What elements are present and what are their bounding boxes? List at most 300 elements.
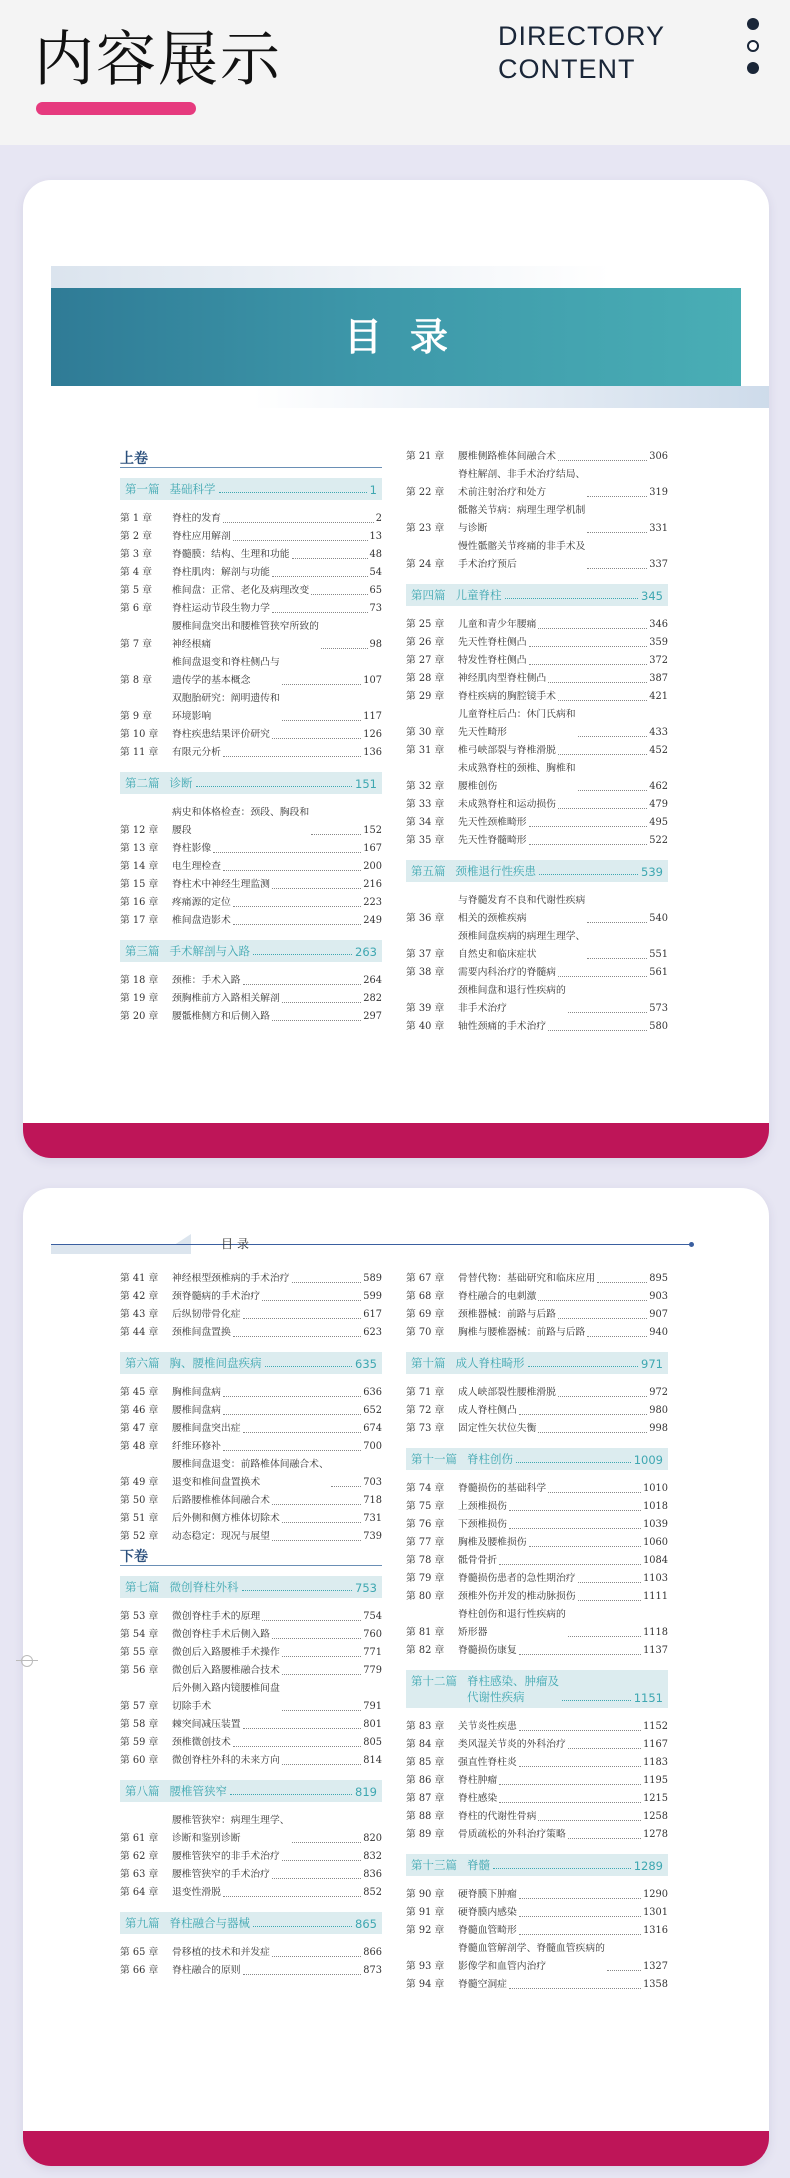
part-title: 腰椎管狭窄 — [169, 1784, 227, 1798]
chapter-entry[interactable] — [406, 1886, 668, 1904]
chapter-entry[interactable] — [406, 1480, 668, 1498]
chapter-title: 腰椎侧路椎体间融合术 — [458, 451, 556, 462]
chapter-number: 第 62 章 — [120, 1851, 159, 1862]
chapter-entry[interactable] — [120, 654, 382, 690]
chapter-title: 微创脊柱手术的原理 — [172, 1611, 261, 1622]
chapter-page: 48 — [369, 549, 382, 560]
dot-leader — [233, 916, 362, 925]
chapter-entry[interactable] — [120, 1270, 382, 1288]
chapter-number: 第 51 章 — [120, 1513, 159, 1524]
chapter-number: 第 38 章 — [406, 967, 445, 978]
chapter-title: 骶髂关节病：病理生理学机制 与诊断 — [458, 505, 586, 534]
toc-header-text: 目录 — [221, 1237, 254, 1251]
dot-leader — [519, 1926, 641, 1935]
chapter-number: 第 93 章 — [406, 1961, 445, 1972]
chapter-page: 836 — [363, 1869, 382, 1880]
chapter-entry[interactable] — [120, 1288, 382, 1306]
chapter-number: 第 6 章 — [120, 603, 153, 614]
part-number: 第九篇 — [125, 1916, 160, 1930]
part-title: 诊断 — [169, 776, 193, 790]
chapter-entry[interactable] — [120, 1528, 382, 1546]
part-title: 胸、腰椎间盘疾病 — [169, 1356, 262, 1370]
chapter-entry[interactable] — [120, 618, 382, 654]
chapter-number: 第 9 章 — [120, 711, 153, 722]
chapter-page: 346 — [649, 619, 668, 630]
dot-leader — [519, 1722, 641, 1731]
chapter-entry[interactable] — [120, 1306, 382, 1324]
chapter-entry[interactable] — [120, 1884, 382, 1902]
chapter-entry[interactable] — [406, 1772, 668, 1790]
chapter-entry[interactable] — [406, 964, 668, 982]
chapter-title: 脊柱肿瘤 — [458, 1775, 498, 1786]
dot-leader — [243, 1966, 362, 1975]
chapter-page: 359 — [649, 637, 668, 648]
chapter-entry[interactable] — [406, 1306, 668, 1324]
chapter-page: 1084 — [643, 1555, 668, 1566]
chapter-entry[interactable] — [406, 982, 668, 1018]
toc-banner — [51, 288, 741, 386]
chapter-number: 第 94 章 — [406, 1979, 445, 1990]
chapter-title: 脊柱肌肉：解剖与功能 — [172, 567, 270, 578]
toc-column-left — [120, 1270, 382, 1980]
dot-leader — [272, 1532, 361, 1541]
part-title: 颈椎退行性疾患 — [455, 864, 536, 878]
chapter-number: 第 8 章 — [120, 675, 153, 686]
part-heading[interactable] — [406, 1854, 668, 1876]
chapter-page: 972 — [649, 1387, 668, 1398]
dot-leader — [262, 1292, 361, 1301]
chapter-number: 第 87 章 — [406, 1793, 445, 1804]
chapter-entry[interactable] — [406, 1270, 668, 1288]
dot-leader — [519, 1890, 641, 1899]
dot-leader — [509, 1502, 641, 1511]
chapter-page: 820 — [363, 1833, 382, 1844]
chapter-entry[interactable] — [406, 1642, 668, 1660]
chapter-number: 第 90 章 — [406, 1889, 445, 1900]
chapter-page: 65 — [369, 585, 382, 596]
chapter-entry[interactable] — [406, 634, 668, 652]
chapter-entry[interactable] — [406, 1940, 668, 1976]
chapter-entry[interactable] — [120, 1324, 382, 1342]
chapter-title: 腰骶椎侧方和后侧入路 — [172, 1011, 270, 1022]
chapter-entry[interactable] — [406, 1534, 668, 1552]
chapter-entry[interactable] — [406, 1922, 668, 1940]
chapter-entry[interactable] — [120, 582, 382, 600]
chapter-entry[interactable] — [406, 892, 668, 928]
part-number: 第三篇 — [125, 944, 160, 958]
chapter-number: 第 3 章 — [120, 549, 153, 560]
chapter-title: 微创后入路腰椎手术操作 — [172, 1647, 280, 1658]
chapter-page: 1258 — [643, 1811, 668, 1822]
part-number: 第十二篇 — [411, 1674, 457, 1688]
chapter-number: 第 10 章 — [120, 729, 159, 740]
chapter-page: 2 — [375, 513, 382, 524]
chapter-entry[interactable] — [406, 814, 668, 832]
chapter-number: 第 11 章 — [120, 747, 159, 758]
chapter-entry[interactable] — [120, 1662, 382, 1680]
chapter-entry[interactable] — [406, 1606, 668, 1642]
chapter-entry[interactable] — [120, 858, 382, 876]
toc-column-left — [120, 448, 382, 1026]
chapter-number: 第 25 章 — [406, 619, 445, 630]
chapter-entry[interactable] — [120, 804, 382, 840]
chapter-page: 623 — [363, 1327, 382, 1338]
chapter-number: 第 58 章 — [120, 1719, 159, 1730]
chapter-entry[interactable] — [406, 1736, 668, 1754]
part-heading[interactable] — [120, 940, 382, 962]
chapter-page: 216 — [363, 879, 382, 890]
dot-leader — [607, 1962, 641, 1971]
chapter-entry[interactable] — [120, 1866, 382, 1884]
chapter-entry[interactable] — [406, 1384, 668, 1402]
part-heading[interactable] — [406, 1670, 668, 1708]
chapter-title: 腰椎间盘病 — [172, 1405, 221, 1416]
chapter-title: 脊髓损伤的基础科学 — [458, 1483, 547, 1494]
dot-leader — [223, 1406, 361, 1415]
chapter-title: 先天性脊髓畸形 — [458, 835, 527, 846]
chapter-page: 739 — [363, 1531, 382, 1542]
header-strip-line — [51, 1244, 691, 1245]
chapter-entry[interactable] — [120, 1848, 382, 1866]
chapter-page: 1278 — [643, 1829, 668, 1840]
part-title: 手术解剖与入路 — [169, 944, 250, 958]
chapter-entry[interactable] — [120, 1644, 382, 1662]
dot-leader — [282, 1702, 362, 1711]
chapter-entry[interactable] — [120, 972, 382, 990]
chapter-entry[interactable] — [120, 990, 382, 1008]
chapter-entry[interactable] — [120, 1716, 382, 1734]
chapter-number: 第 40 章 — [406, 1021, 445, 1032]
page-title: 内容展示 — [34, 25, 282, 95]
dot-leader — [529, 818, 648, 827]
chapter-number: 第 83 章 — [406, 1721, 445, 1732]
chapter-entry[interactable] — [120, 546, 382, 564]
chapter-title: 脊柱的发育 — [172, 513, 221, 524]
dot-leader — [578, 782, 648, 791]
chapter-entry[interactable] — [120, 1608, 382, 1626]
chapter-number: 第 43 章 — [120, 1309, 159, 1320]
chapter-title: 颈脊髓病的手术治疗 — [172, 1291, 261, 1302]
chapter-number: 第 12 章 — [120, 825, 159, 836]
chapter-entry[interactable] — [406, 760, 668, 796]
chapter-page: 873 — [363, 1965, 382, 1976]
chapter-number: 第 74 章 — [406, 1483, 445, 1494]
dot-hollow-icon — [747, 40, 759, 52]
dot-leader — [223, 862, 361, 871]
chapter-page: 895 — [649, 1273, 668, 1284]
chapter-entry[interactable] — [120, 912, 382, 930]
dot-leader — [529, 638, 648, 647]
chapter-entry[interactable] — [120, 1812, 382, 1848]
chapter-number: 第 75 章 — [406, 1501, 445, 1512]
chapter-title: 腰椎间盘突出和腰椎管狭窄所致的 神经根痛 — [172, 621, 319, 650]
chapter-entry[interactable] — [120, 1456, 382, 1492]
chapter-entry[interactable] — [120, 1680, 382, 1716]
chapter-number: 第 73 章 — [406, 1423, 445, 1434]
part-heading[interactable] — [406, 860, 668, 882]
chapter-entry[interactable] — [406, 616, 668, 634]
chapter-entry[interactable] — [406, 1552, 668, 1570]
part-page: 1151 — [633, 1691, 663, 1705]
chapter-entry[interactable] — [406, 448, 668, 466]
chapter-title: 疼痛源的定位 — [172, 897, 231, 908]
chapter-number: 第 14 章 — [120, 861, 159, 872]
subtitle-line-1: DIRECTORY — [498, 21, 666, 51]
part-heading[interactable] — [120, 478, 382, 500]
chapter-entry[interactable] — [406, 1790, 668, 1808]
chapter-entry[interactable] — [120, 510, 382, 528]
chapter-number: 第 63 章 — [120, 1869, 159, 1880]
chapter-entry[interactable] — [406, 1718, 668, 1736]
chapter-entry[interactable] — [120, 600, 382, 618]
chapter-page: 731 — [363, 1513, 382, 1524]
chapter-number: 第 21 章 — [406, 451, 445, 462]
part-title: 微创脊柱外科 — [169, 1580, 239, 1594]
part-heading[interactable] — [120, 1912, 382, 1934]
dot-leader — [578, 728, 648, 737]
chapter-number: 第 35 章 — [406, 835, 445, 846]
dot-leader — [558, 1388, 647, 1397]
chapter-entry[interactable] — [406, 1570, 668, 1588]
chapter-title: 脊柱融合的原则 — [172, 1965, 241, 1976]
chapter-entry[interactable] — [406, 670, 668, 688]
chapter-title: 有限元分析 — [172, 747, 221, 758]
chapter-title: 腰椎管狭窄：病理生理学、 诊断和鉴别诊断 — [172, 1815, 290, 1844]
dot-leader — [331, 1478, 362, 1487]
dot-leader — [529, 656, 648, 665]
chapter-entry[interactable] — [120, 1492, 382, 1510]
chapter-entry[interactable] — [406, 1018, 668, 1036]
chapter-page: 760 — [363, 1629, 382, 1640]
dot-leader — [272, 1870, 361, 1879]
chapter-page: 866 — [363, 1947, 382, 1958]
toc-column-right — [406, 1270, 668, 1994]
chapter-title: 颈椎外伤并发的椎动脉损伤 — [458, 1591, 576, 1602]
dot-leader — [499, 1776, 641, 1785]
chapter-entry[interactable] — [406, 706, 668, 742]
chapter-title: 关节炎性疾患 — [458, 1721, 517, 1732]
chapter-title: 脊柱疾患结果评价研究 — [172, 729, 270, 740]
chapter-number: 第 79 章 — [406, 1573, 445, 1584]
card-bottom-bar — [23, 2131, 769, 2166]
chapter-entry[interactable] — [406, 688, 668, 706]
dot-leader — [499, 1556, 641, 1565]
chapter-entry[interactable] — [406, 1976, 668, 1994]
chapter-page: 54 — [369, 567, 382, 578]
chapter-entry[interactable] — [120, 690, 382, 726]
dot-leader — [230, 1786, 352, 1795]
chapter-entry[interactable] — [406, 1288, 668, 1306]
chapter-entry[interactable] — [120, 528, 382, 546]
chapter-title: 椎弓峡部裂与脊椎滑脱 — [458, 745, 556, 756]
chapter-entry[interactable] — [406, 928, 668, 964]
chapter-page: 1301 — [643, 1907, 668, 1918]
part-heading[interactable] — [120, 1576, 382, 1598]
chapter-entry[interactable] — [406, 502, 668, 538]
chapter-title: 颈椎器械：前路与后路 — [458, 1309, 556, 1320]
chapter-page: 832 — [363, 1851, 382, 1862]
chapter-entry[interactable] — [406, 538, 668, 574]
chapter-number: 第 53 章 — [120, 1611, 159, 1622]
chapter-title: 固定性矢状位失衡 — [458, 1423, 537, 1434]
dot-leader — [568, 1740, 641, 1749]
chapter-title: 颈椎间盘和退行性疾病的 非手术治疗 — [458, 985, 566, 1014]
dot-leader — [321, 640, 368, 649]
chapter-entry[interactable] — [120, 1734, 382, 1752]
chapter-entry[interactable] — [406, 1420, 668, 1438]
chapter-number: 第 78 章 — [406, 1555, 445, 1566]
chapter-entry[interactable] — [120, 1420, 382, 1438]
dot-leader — [499, 1794, 641, 1803]
chapter-title: 骨质疏松的外科治疗策略 — [458, 1829, 566, 1840]
part-title: 成人脊柱畸形 — [455, 1356, 525, 1370]
chapter-title: 神经根型颈椎病的手术治疗 — [172, 1273, 290, 1284]
part-page: 345 — [641, 589, 663, 603]
chapter-entry[interactable] — [120, 894, 382, 912]
chapter-entry[interactable] — [406, 1826, 668, 1844]
chapter-page: 636 — [363, 1387, 382, 1398]
chapter-entry[interactable] — [406, 1754, 668, 1772]
dot-leader — [272, 730, 361, 739]
chapter-entry[interactable] — [406, 1516, 668, 1534]
part-heading[interactable] — [120, 772, 382, 794]
toc-card-2 — [23, 1188, 769, 2166]
chapter-number: 第 22 章 — [406, 487, 445, 498]
chapter-entry[interactable] — [120, 726, 382, 744]
chapter-page: 814 — [363, 1755, 382, 1766]
chapter-page: 771 — [363, 1647, 382, 1658]
chapter-number: 第 2 章 — [120, 531, 153, 542]
chapter-entry[interactable] — [120, 876, 382, 894]
chapter-title: 下颈椎损伤 — [458, 1519, 507, 1530]
chapter-entry[interactable] — [120, 1626, 382, 1644]
part-heading[interactable] — [406, 584, 668, 606]
dot-leader — [292, 1834, 362, 1843]
chapter-number: 第 50 章 — [120, 1495, 159, 1506]
chapter-title: 上颈椎损伤 — [458, 1501, 507, 1512]
part-heading[interactable] — [406, 1448, 668, 1470]
chapter-page: 674 — [363, 1423, 382, 1434]
chapter-title: 椎间盘造影术 — [172, 915, 231, 926]
card-bottom-bar — [23, 1123, 769, 1158]
chapter-entry[interactable] — [120, 1510, 382, 1528]
chapter-title: 退变性滑脱 — [172, 1887, 221, 1898]
chapter-entry[interactable] — [406, 1498, 668, 1516]
chapter-entry[interactable] — [406, 1402, 668, 1420]
chapter-page: 1039 — [643, 1519, 668, 1530]
chapter-title: 脊髓损伤患者的急性期治疗 — [458, 1573, 576, 1584]
chapter-entry[interactable] — [120, 1944, 382, 1962]
chapter-number: 第 24 章 — [406, 559, 445, 570]
crosshair-icon — [16, 1650, 38, 1672]
chapter-number: 第 44 章 — [120, 1327, 159, 1338]
chapter-title: 类风湿关节炎的外科治疗 — [458, 1739, 566, 1750]
chapter-page: 540 — [649, 913, 668, 924]
dot-leader — [505, 590, 639, 599]
chapter-entry[interactable] — [120, 1402, 382, 1420]
chapter-entry[interactable] — [120, 1752, 382, 1770]
chapter-title: 颈椎间盘置换 — [172, 1327, 231, 1338]
chapter-page: 1152 — [643, 1721, 668, 1732]
chapter-entry[interactable] — [406, 652, 668, 670]
dot-leader — [519, 1908, 641, 1917]
chapter-title: 强直性脊柱炎 — [458, 1757, 517, 1768]
chapter-entry[interactable] — [406, 1324, 668, 1342]
dot-leader — [558, 800, 647, 809]
chapter-entry[interactable] — [406, 1904, 668, 1922]
chapter-number: 第 15 章 — [120, 879, 159, 890]
chapter-number: 第 26 章 — [406, 637, 445, 648]
chapter-title: 腰椎管狭窄的手术治疗 — [172, 1869, 270, 1880]
dot-leader — [529, 1538, 641, 1547]
chapter-entry[interactable] — [120, 1438, 382, 1456]
chapter-entry[interactable] — [406, 742, 668, 760]
chapter-entry[interactable] — [120, 840, 382, 858]
dot-leader — [568, 1830, 641, 1839]
chapter-number: 第 76 章 — [406, 1519, 445, 1530]
chapter-entry[interactable] — [406, 796, 668, 814]
chapter-number: 第 48 章 — [120, 1441, 159, 1452]
chapter-entry[interactable] — [120, 1962, 382, 1980]
chapter-entry[interactable] — [406, 1808, 668, 1826]
part-number: 第二篇 — [125, 776, 160, 790]
part-heading[interactable] — [406, 1352, 668, 1374]
dot-leader — [587, 950, 647, 959]
dot-leader — [568, 1628, 641, 1637]
chapter-title: 轴性颈痛的手术治疗 — [458, 1021, 547, 1032]
dot-leader — [587, 560, 647, 569]
chapter-entry[interactable] — [120, 564, 382, 582]
chapter-page: 282 — [363, 993, 382, 1004]
chapter-title: 脊柱创伤和退行性疾病的 矫形器 — [458, 1609, 566, 1638]
dot-leader — [223, 748, 361, 757]
chapter-number: 第 80 章 — [406, 1591, 445, 1602]
dot-leader — [243, 1720, 362, 1729]
chapter-number: 第 66 章 — [120, 1965, 159, 1976]
more-menu-icon[interactable] — [745, 18, 761, 84]
chapter-page: 452 — [649, 745, 668, 756]
dot-leader — [213, 844, 361, 853]
chapter-number: 第 47 章 — [120, 1423, 159, 1434]
chapter-number: 第 18 章 — [120, 975, 159, 986]
chapter-entry[interactable] — [120, 744, 382, 762]
chapter-entry[interactable] — [406, 466, 668, 502]
dot-leader — [282, 1852, 362, 1861]
chapter-page: 1111 — [643, 1591, 668, 1602]
chapter-number: 第 13 章 — [120, 843, 159, 854]
chapter-entry[interactable] — [120, 1008, 382, 1026]
chapter-title: 棘突间减压装置 — [172, 1719, 241, 1730]
chapter-entry[interactable] — [120, 1384, 382, 1402]
dot-leader — [587, 488, 647, 497]
part-heading[interactable] — [120, 1780, 382, 1802]
chapter-number: 第 69 章 — [406, 1309, 445, 1320]
chapter-entry[interactable] — [406, 832, 668, 850]
chapter-page: 791 — [363, 1701, 382, 1712]
chapter-entry[interactable] — [406, 1588, 668, 1606]
dot-leader — [558, 452, 647, 461]
chapter-title: 脊髓空洞症 — [458, 1979, 507, 1990]
chapter-title: 脊髓血管畸形 — [458, 1925, 517, 1936]
chapter-title: 后外侧入路内镜腰椎间盘 切除手术 — [172, 1683, 280, 1712]
chapter-page: 980 — [649, 1405, 668, 1416]
chapter-title: 儿童脊柱后凸：休门氏病和 先天性畸形 — [458, 709, 576, 738]
part-number: 第五篇 — [411, 864, 446, 878]
part-number: 第七篇 — [125, 1580, 160, 1594]
part-heading[interactable] — [120, 1352, 382, 1374]
dot-leader — [233, 898, 362, 907]
chapter-page: 152 — [363, 825, 382, 836]
